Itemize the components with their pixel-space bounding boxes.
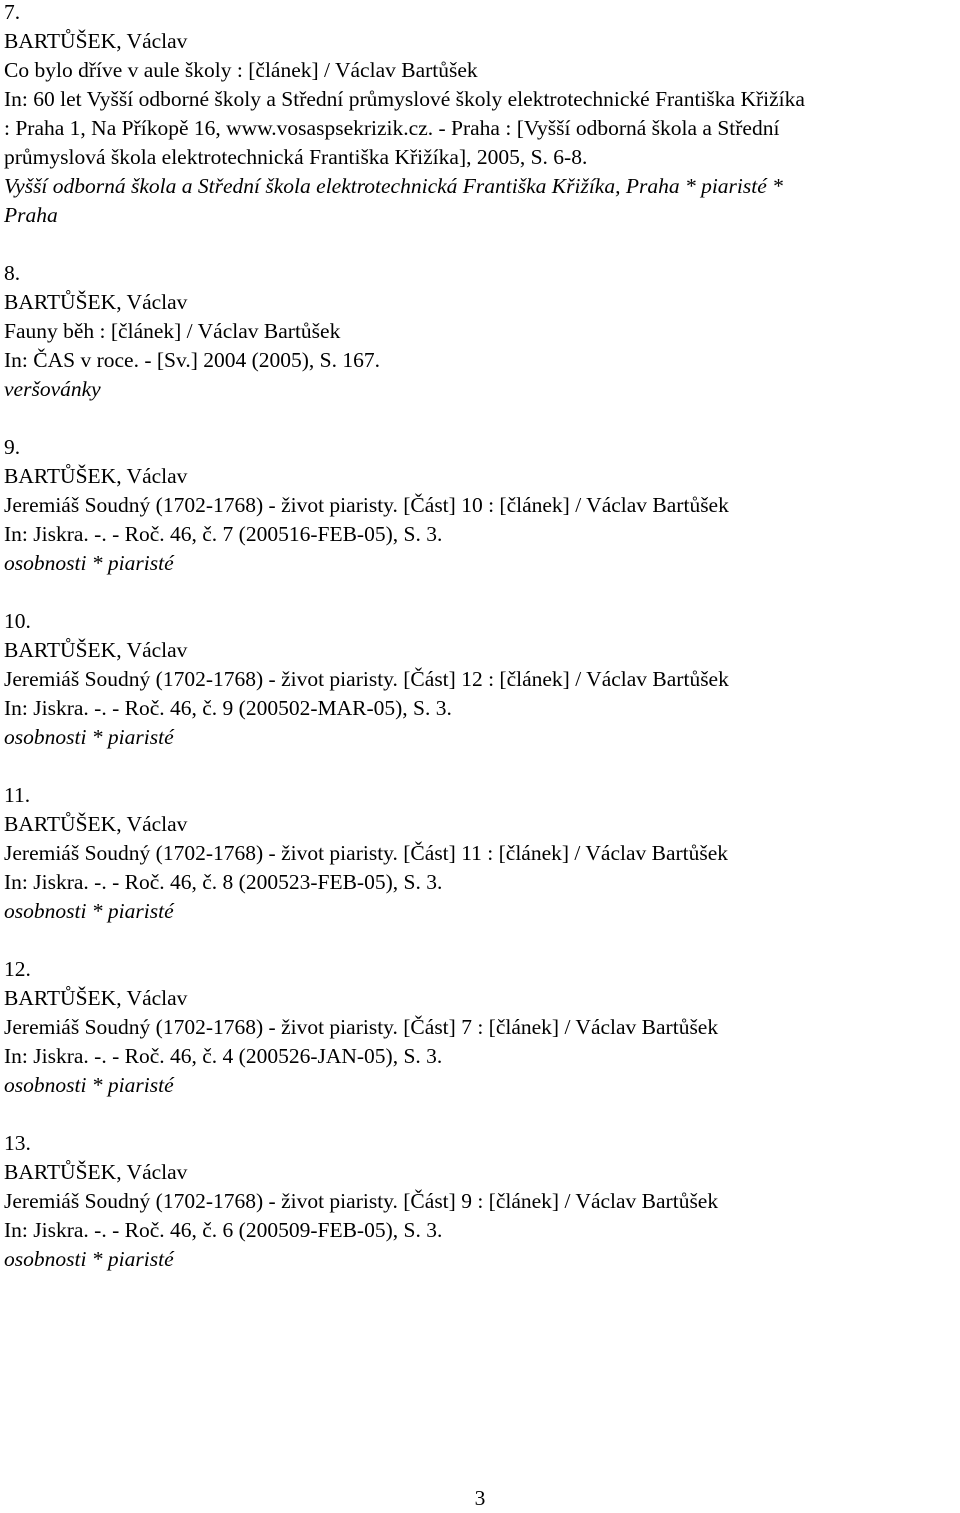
entry-source: In: 60 let Vyšší odborné školy a Střední průmyslové školy elektrotechnické Františka Křižíka (4, 87, 805, 111)
entry-title: Jeremiáš Soudný (1702-1768) - život piaristy. [Část] 7 : [článek] / Václav Bartůšek (4, 1015, 719, 1039)
entry-source: : Praha 1, Na Příkopě 16, www.vosaspsekrizik.cz. - Praha : [Vyšší odborná škola a Střední (4, 116, 780, 140)
bibliography-entry (4, 259, 960, 404)
entry-subjects: osobnosti * piaristé (4, 725, 174, 749)
entry-subjects: osobnosti * piaristé (4, 1073, 174, 1097)
entry-title: Jeremiáš Soudný (1702-1768) - život piaristy. [Část] 10 : [článek] / Václav Bartůšek (4, 493, 729, 517)
entry-author: BARTŮŠEK, Václav (4, 29, 188, 53)
entry-subjects: veršovánky (4, 377, 101, 401)
entry-source: průmyslová škola elektrotechnická Františka Křižíka], 2005, S. 6-8. (4, 145, 588, 169)
entry-number: 11. (4, 783, 31, 807)
page-number: 3 (474, 1486, 486, 1510)
entry-author: BARTŮŠEK, Václav (4, 1160, 188, 1184)
entry-author: BARTŮŠEK, Václav (4, 986, 188, 1010)
entry-title: Jeremiáš Soudný (1702-1768) - život piaristy. [Část] 12 : [článek] / Václav Bartůšek (4, 667, 729, 691)
entry-subjects: Praha (4, 203, 58, 227)
entry-source: In: Jiskra. -. - Roč. 46, č. 9 (200502-MAR-05), S. 3. (4, 696, 452, 720)
bibliography-entry (4, 433, 960, 578)
entry-number: 9. (4, 435, 21, 459)
bibliography-list (4, 0, 960, 1303)
entry-author: BARTŮŠEK, Václav (4, 464, 188, 488)
entry-author: BARTŮŠEK, Václav (4, 812, 188, 836)
entry-title: Jeremiáš Soudný (1702-1768) - život piaristy. [Část] 9 : [článek] / Václav Bartůšek (4, 1189, 719, 1213)
bibliography-entry (4, 0, 960, 230)
entry-source: In: Jiskra. -. - Roč. 46, č. 8 (200523-FEB-05), S. 3. (4, 870, 443, 894)
entry-number: 10. (4, 609, 31, 633)
entry-source: In: Jiskra. -. - Roč. 46, č. 6 (200509-FEB-05), S. 3. (4, 1218, 443, 1242)
entry-title: Jeremiáš Soudný (1702-1768) - život piaristy. [Část] 11 : [článek] / Václav Bartůšek (4, 841, 729, 865)
entry-author: BARTŮŠEK, Václav (4, 290, 188, 314)
entry-subjects: osobnosti * piaristé (4, 899, 174, 923)
entry-number: 8. (4, 261, 21, 285)
bibliography-entry (4, 781, 960, 926)
entry-source: In: Jiskra. -. - Roč. 46, č. 4 (200526-JAN-05), S. 3. (4, 1044, 443, 1068)
entry-subjects: osobnosti * piaristé (4, 1247, 174, 1271)
entry-source: In: ČAS v roce. - [Sv.] 2004 (2005), S. 167. (4, 348, 381, 372)
entry-number: 12. (4, 957, 31, 981)
entry-number: 7. (4, 0, 21, 24)
entry-author: BARTŮŠEK, Václav (4, 638, 188, 662)
entry-title: Fauny běh : [článek] / Václav Bartůšek (4, 319, 341, 343)
bibliography-entry (4, 955, 960, 1100)
entry-subjects: osobnosti * piaristé (4, 551, 174, 575)
bibliography-entry (4, 1129, 960, 1274)
entry-source: In: Jiskra. -. - Roč. 46, č. 7 (200516-FEB-05), S. 3. (4, 522, 443, 546)
entry-number: 13. (4, 1131, 31, 1155)
bibliography-entry (4, 607, 960, 752)
entry-subjects: Vyšší odborná škola a Střední škola elektrotechnická Františka Křižíka, Praha * piaristé * (4, 174, 783, 198)
entry-title: Co bylo dříve v aule školy : [článek] / Václav Bartůšek (4, 58, 478, 82)
